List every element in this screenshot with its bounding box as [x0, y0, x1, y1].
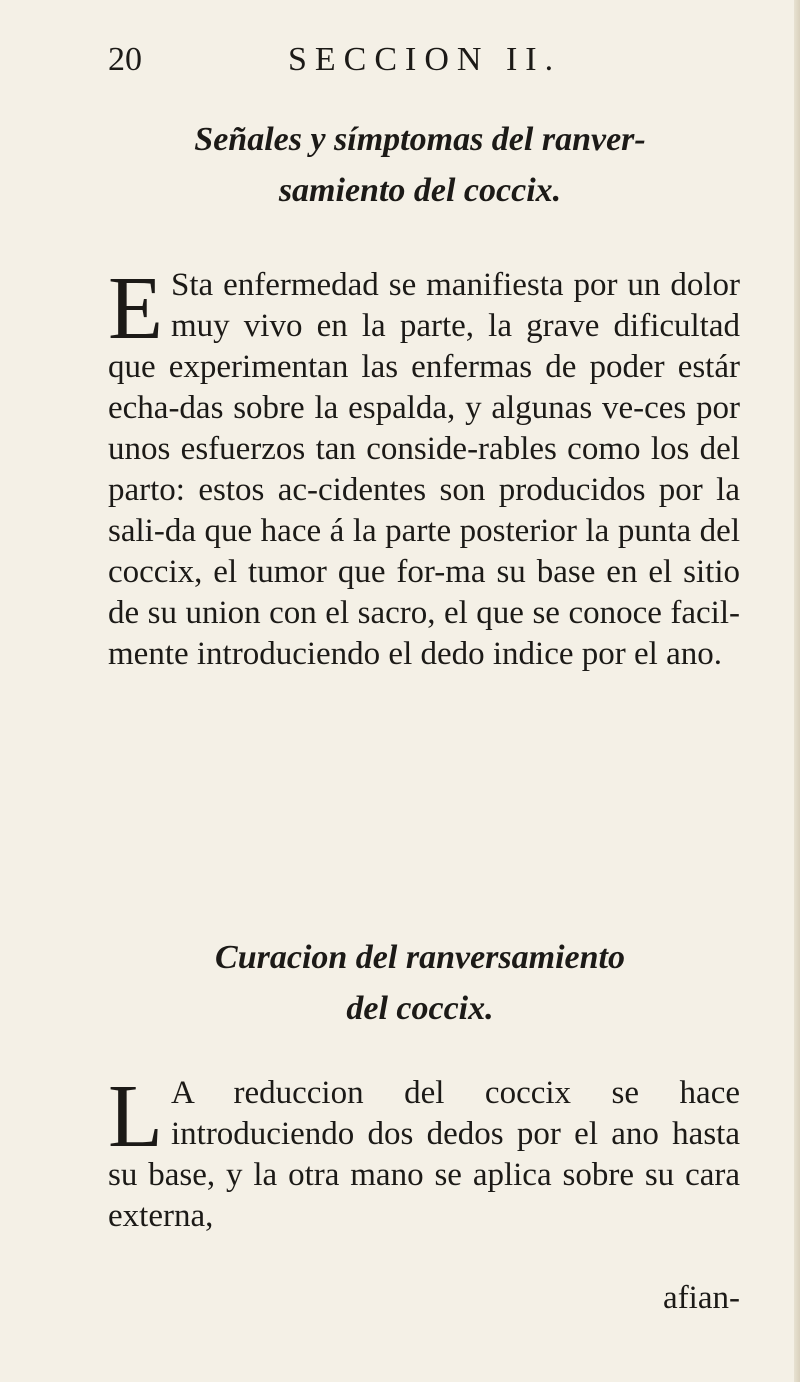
section-title-signs-line-1: Señales y símptomas del ranver-	[194, 121, 646, 158]
page-edge	[794, 0, 800, 1382]
section-title-signs	[100, 114, 740, 216]
drop-cap-e: E	[108, 259, 163, 358]
section-title-cure-line-2: del coccix.	[346, 990, 494, 1027]
section-title-cure	[100, 932, 740, 1034]
running-head: SECCION II.	[288, 41, 562, 78]
paragraph-signs-text: Sta enfermedad se manifiesta por un dolor muy vivo en la parte, la grave dificultad que experimentan las enfermas de poder estár echa-das sobre la espalda, y algunas ve-ces por unos esfuerzos tan conside-rables como los del parto: estos ac-cidentes son producidos por la sali-da que hace á la parte posterior la punta del coccix, el tumor que for-ma su base en el sitio de su union con el sacro, el que se conoce facil-mente introduciendo el dedo indice por el ano.	[108, 267, 740, 672]
paragraph-signs	[108, 259, 740, 675]
section-title-cure-line-1: Curacion del ranversamiento	[215, 939, 625, 976]
paragraph-cure	[108, 1067, 740, 1237]
paragraph-cure-text: A reduccion del coccix se hace introduciendo dos dedos por el ano hasta su base, y la otra mano se aplica sobre su cara externa,	[108, 1075, 740, 1234]
page-number: 20	[108, 41, 142, 78]
section-title-signs-line-2: samiento del coccix.	[278, 172, 562, 209]
drop-cap-l: L	[108, 1067, 163, 1166]
catchword: afian-	[663, 1280, 740, 1316]
page-header	[108, 40, 608, 80]
